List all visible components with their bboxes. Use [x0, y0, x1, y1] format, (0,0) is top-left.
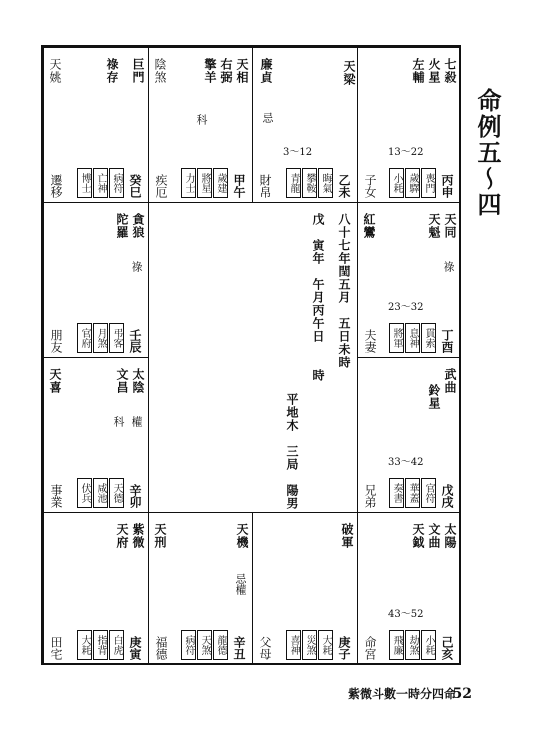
main-star: 貪狼	[131, 213, 145, 239]
minor-stars	[77, 478, 124, 508]
age-range: 23～32	[388, 302, 424, 313]
minor-stars	[286, 630, 333, 660]
age-range: 43～52	[388, 609, 424, 620]
minor-stars	[389, 168, 436, 198]
ganzhi: 丙申	[440, 174, 454, 198]
minor-star: 喜神	[286, 630, 301, 660]
transform-mark: 忌權	[234, 573, 247, 595]
minor-star: 官府	[77, 323, 92, 353]
minor-star: 喪門	[421, 168, 436, 198]
minor-star: 小耗	[389, 168, 404, 198]
minor-star: 歲驛	[405, 168, 420, 198]
minor-star: 龍德	[213, 630, 228, 660]
main-star: 天機	[235, 523, 249, 549]
aux-star: 天魁	[427, 213, 441, 239]
aux-star: 陀羅	[115, 213, 129, 239]
palace-name: 福德	[154, 636, 168, 660]
minor-star: 歲建	[213, 168, 228, 198]
minor-star: 天煞	[197, 630, 212, 660]
ganzhi: 辛丑	[232, 636, 246, 660]
ganzhi: 庚寅	[128, 636, 142, 660]
minor-star: 貫索	[421, 323, 436, 353]
minor-star: 伏兵	[77, 478, 92, 508]
aux-star: 文曲	[427, 523, 441, 549]
minor-star: 弔客	[109, 323, 124, 353]
minor-star: 晦氣	[318, 168, 333, 198]
minor-stars	[77, 630, 124, 660]
element-gender-line: 平地木 三局 陽男	[285, 393, 299, 510]
book-title-footer: 紫微斗數一時分四命	[347, 687, 456, 701]
page-title: 命例五～四	[473, 88, 502, 218]
ganzhi: 乙未	[337, 174, 351, 198]
minor-stars	[181, 630, 228, 660]
transform-mark: 權	[130, 416, 143, 427]
ganzhi: 丁酉	[440, 329, 454, 353]
transform-mark: 忌	[261, 112, 274, 123]
palace-mao	[43, 357, 149, 513]
palace-name: 事業	[49, 484, 63, 508]
minor-star: 息神	[405, 323, 420, 353]
transform-mark: 祿	[442, 261, 455, 272]
transform-mark: 科	[195, 114, 208, 125]
aux-star: 右弼	[219, 58, 233, 84]
minor-star: 博士	[77, 168, 92, 198]
main-star: 天同	[443, 213, 457, 239]
ganzhi: 辛卯	[128, 484, 142, 508]
birth-date-line: 八十七年閏五月 五日未時	[337, 213, 351, 369]
minor-star: 月煞	[93, 323, 108, 353]
transform-mark-2: 科	[112, 416, 125, 427]
minor-stars	[77, 168, 124, 198]
aux-star: 鈴星	[427, 384, 441, 410]
ganzhi: 癸巳	[128, 174, 142, 198]
main-star: 天相	[235, 58, 249, 84]
minor-star: 飛廉	[389, 630, 404, 660]
minor-stars	[389, 630, 436, 660]
minor-star: 青龍	[286, 168, 301, 198]
minor-star: 力士	[181, 168, 196, 198]
palace-name: 疾厄	[154, 174, 168, 198]
minor-star: 指背	[93, 630, 108, 660]
ganzhi: 壬辰	[128, 329, 142, 353]
palace-chou	[148, 512, 253, 665]
minor-star: 病符	[109, 168, 124, 198]
minor-stars	[286, 168, 333, 198]
minor-star: 大耗	[318, 630, 333, 660]
page-number: 52	[452, 686, 472, 702]
minor-stars	[181, 168, 228, 198]
far-star: 天姚	[48, 58, 62, 84]
palace-si	[43, 47, 149, 203]
minor-star: 病符	[181, 630, 196, 660]
palace-wu	[148, 47, 253, 203]
palace-you	[357, 202, 461, 358]
main-star: 太陽	[443, 523, 457, 549]
palace-name: 財帛	[258, 174, 272, 198]
ganzhi: 己亥	[440, 636, 454, 660]
minor-star: 劫煞	[405, 630, 420, 660]
main-star: 破軍	[340, 523, 354, 549]
palace-name: 兄弟	[363, 484, 377, 508]
main-star: 七殺	[443, 58, 457, 84]
palace-xu	[357, 357, 461, 513]
minor-star: 咸池	[93, 478, 108, 508]
far-star: 紅鸞	[362, 213, 376, 239]
palace-hai	[357, 512, 461, 665]
minor-star: 大耗	[77, 630, 92, 660]
aux-star: 天府	[115, 523, 129, 549]
far-star: 陰煞	[153, 58, 167, 84]
chart-grid	[41, 45, 461, 665]
palace-yin	[43, 512, 149, 665]
palace-name: 子女	[363, 174, 377, 198]
aux-star-2: 天鉞	[411, 523, 425, 549]
ganzhi: 戊戌	[440, 484, 454, 508]
minor-star: 將星	[197, 168, 212, 198]
palace-name: 朋友	[49, 329, 63, 353]
palace-name: 命宮	[363, 636, 377, 660]
main-star: 巨門	[131, 58, 145, 84]
main-star: 太陰	[131, 368, 145, 394]
minor-stars	[77, 323, 124, 353]
palace-chen	[43, 202, 149, 358]
minor-star: 華蓋	[405, 478, 420, 508]
palace-zi	[252, 512, 358, 665]
far-star: 天刑	[153, 523, 167, 549]
birth-info	[149, 203, 357, 511]
far-star: 天梁	[342, 60, 356, 86]
minor-star: 天德	[109, 478, 124, 508]
aux-star-2: 擎羊	[203, 58, 217, 84]
transform-mark: 祿	[130, 261, 143, 272]
minor-star: 災煞	[302, 630, 317, 660]
minor-star: 奏書	[389, 478, 404, 508]
aux-star-2: 左輔	[411, 58, 425, 84]
aux-star: 火星	[427, 58, 441, 84]
aux-star: 文昌	[115, 368, 129, 394]
age-range: 13～22	[388, 147, 424, 158]
minor-stars	[389, 323, 436, 353]
palace-name: 父母	[258, 636, 272, 660]
main-star: 武曲	[443, 368, 457, 394]
aux-star: 祿存	[105, 58, 119, 84]
palace-name: 田宅	[49, 636, 63, 660]
age-range: 33～42	[388, 457, 424, 468]
main-star: 廉貞	[259, 58, 273, 84]
ganzhi: 庚子	[337, 636, 351, 660]
minor-star: 小耗	[421, 630, 436, 660]
minor-star: 白虎	[109, 630, 124, 660]
main-star: 紫微	[131, 523, 145, 549]
minor-stars	[389, 478, 436, 508]
minor-star: 將軍	[389, 323, 404, 353]
far-star: 天喜	[48, 368, 62, 394]
minor-star: 攀鞍	[302, 168, 317, 198]
palace-name: 遷移	[49, 174, 63, 198]
age-range: 3～12	[283, 147, 313, 158]
ganzhi: 甲午	[232, 174, 246, 198]
birth-ganzhi-line: 戊 寅年 午月丙午日 時	[311, 213, 325, 382]
minor-star: 亡神	[93, 168, 108, 198]
minor-star: 官符	[421, 478, 436, 508]
palace-name: 夫妻	[363, 329, 377, 353]
